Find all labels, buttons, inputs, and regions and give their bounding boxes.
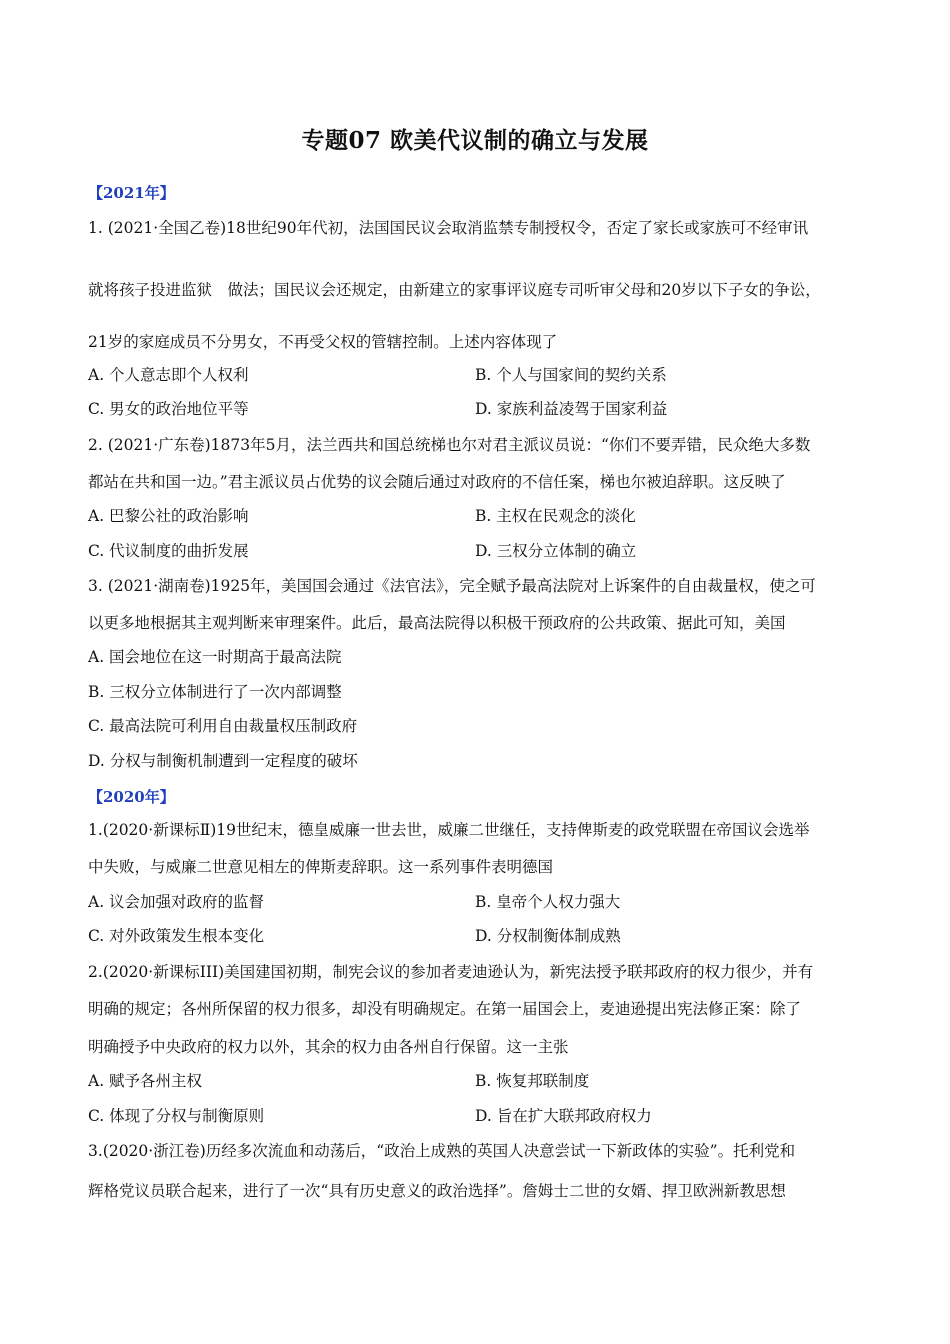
question-2020-1-option-b: B. 皇帝个人权力强大 — [475, 893, 621, 911]
question-2021-1-line-3: 21岁的家庭成员不分男女，不再受父权的管辖控制。上述内容体现了 — [88, 333, 558, 351]
question-2021-1-line-1: 1. (2021·全国乙卷)18世纪90年代初，法国国民议会取消监禁专制授权令，否定了家长或家族可不经审讯 — [88, 219, 809, 237]
question-2021-3-line-2: 以更多地根据其主观判断来审理案件。此后，最高法院得以积极干预政府的公共政策、据此可知，美国 — [88, 614, 786, 632]
question-2020-2-option-c: C. 体现了分权与制衡原则 — [88, 1107, 265, 1125]
question-2021-2-option-b: B. 主权在民观念的淡化 — [475, 507, 636, 525]
question-2020-1-option-c: C. 对外政策发生根本变化 — [88, 927, 265, 945]
page-title: 专题07 欧美代议制的确立与发展 — [301, 127, 649, 154]
question-2021-3-option-d: D. 分权与制衡机制遭到一定程度的破坏 — [88, 752, 358, 770]
question-2021-3-line-1: 3. (2021·湖南卷)1925年，美国国会通过《法官法》，完全赋予最高法院对上诉案件的自由裁量权，使之可 — [88, 577, 816, 595]
question-2021-2-line-2: 都站在共和国一边。”君主派议员占优势的议会随后通过对政府的不信任案，梯也尔被迫辞职。这反映了 — [88, 473, 786, 491]
question-2021-2-line-1: 2. (2021·广东卷)1873年5月，法兰西共和国总统梯也尔对君主派议员说：“你们不要弄错，民众绝大多数 — [88, 436, 811, 454]
question-2020-1-option-a: A. 议会加强对政府的监督 — [88, 893, 265, 911]
question-2021-3-option-a: A. 国会地位在这一时期高于最高法院 — [88, 648, 342, 666]
question-2021-1-option-d: D. 家族利益凌驾于国家利益 — [475, 400, 668, 418]
question-2020-2-line-3: 明确授予中央政府的权力以外，其余的权力由各州自行保留。这一主张 — [88, 1038, 569, 1056]
question-2021-1-line-2: 就将孩子投进监狱 做法；国民议会还规定，由新建立的家事评议庭专司听审父母和20岁以下子女的争讼， — [88, 281, 821, 299]
question-2020-3-line-2: 辉格党议员联合起来，进行了一次“具有历史意义的政治选择”。詹姆士二世的女婿、捍卫欧洲新教思想 — [88, 1182, 786, 1200]
section-header-2021: 【2021年】 — [88, 184, 175, 202]
question-2021-1-option-b: B. 个人与国家间的契约关系 — [475, 366, 667, 384]
section-header-2020: 【2020年】 — [88, 788, 175, 806]
question-2021-2-option-d: D. 三权分立体制的确立 — [475, 542, 637, 560]
question-2020-2-option-a: A. 赋予各州主权 — [88, 1072, 203, 1090]
question-2020-2-line-1: 2.(2020·新课标III)美国建国初期，制宪会议的参加者麦迪逊认为，新宪法授予联邦政府的权力很少，并有 — [88, 963, 814, 981]
question-2020-1-line-1: 1.(2020·新课标Ⅱ)19世纪末，德皇威廉一世去世，威廉二世继任，支持俾斯麦的政党联盟在帝国议会选举 — [88, 821, 810, 839]
question-2020-2-option-b: B. 恢复邦联制度 — [475, 1072, 590, 1090]
question-2021-2-option-a: A. 巴黎公社的政治影响 — [88, 507, 249, 525]
question-2020-2-option-d: D. 旨在扩大联邦政府权力 — [475, 1107, 652, 1125]
question-2021-1-option-c: C. 男女的政治地位平等 — [88, 400, 249, 418]
question-2020-1-line-2: 中失败，与威廉二世意见相左的俾斯麦辞职。这一系列事件表明德国 — [88, 858, 554, 876]
question-2021-3-option-b: B. 三权分立体制进行了一次内部调整 — [88, 683, 342, 701]
question-2021-1-option-a: A. 个人意志即个人权利 — [88, 366, 249, 384]
question-2020-3-line-1: 3.(2020·浙江卷)历经多次流血和动荡后，“政治上成熟的英国人决意尝试一下新政体的实验”。托利党和 — [88, 1142, 796, 1160]
question-2020-1-option-d: D. 分权制衡体制成熟 — [475, 927, 621, 945]
question-2021-2-option-c: C. 代议制度的曲折发展 — [88, 542, 249, 560]
question-2021-3-option-c: C. 最高法院可利用自由裁量权压制政府 — [88, 717, 358, 735]
question-2020-2-line-2: 明确的规定；各州所保留的权力很多，却没有明确规定。在第一届国会上，麦迪逊提出宪法修正案：除了 — [88, 1000, 802, 1018]
